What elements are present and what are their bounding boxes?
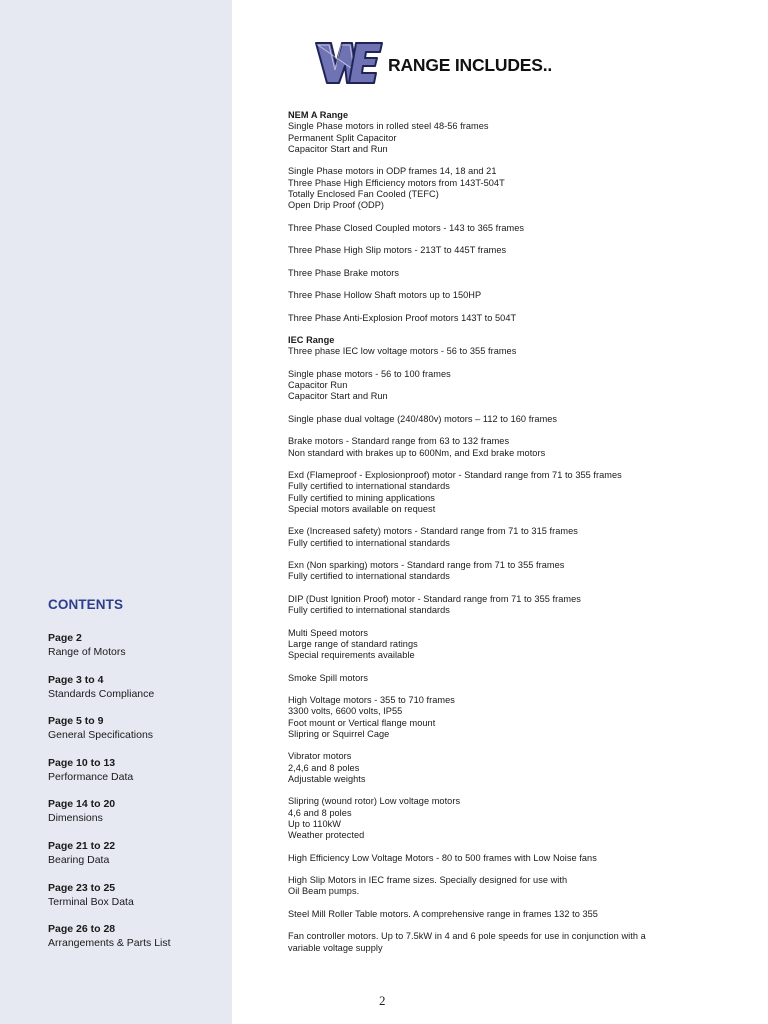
toc-entry [48, 797, 228, 839]
range-line: 2,4,6 and 8 poles [288, 762, 360, 773]
range-line: Steel Mill Roller Table motors. A comprehensive range in frames 132 to 355 [288, 908, 598, 919]
range-line: Fully certified to international standards [288, 571, 450, 582]
range-section [288, 414, 758, 425]
range-section [288, 560, 758, 583]
range-line: Slipring (wound rotor) Low voltage motors [288, 796, 461, 807]
range-section [288, 166, 758, 211]
range-section [288, 436, 758, 459]
range-line: Vibrator motors [288, 751, 352, 762]
logo-e-shape [349, 43, 382, 83]
range-line: Special motors available on request [288, 503, 436, 514]
toc-section-title: Terminal Box Data [48, 895, 134, 908]
page-number: 2 [379, 993, 386, 1008]
range-list [288, 110, 758, 965]
range-section [288, 223, 758, 234]
toc-page-range: Page 5 to 9 [48, 715, 104, 728]
toc-section-title: Dimensions [48, 812, 103, 825]
table-of-contents [48, 631, 228, 964]
contents-title: CONTENTS [48, 597, 124, 612]
range-section [288, 110, 758, 155]
page-heading: RANGE INCLUDES.. [388, 55, 553, 75]
range-line: Capacitor Run [288, 380, 348, 390]
range-line: High Slip Motors in IEC frame sizes. Specially designed for use with [288, 875, 568, 885]
range-section [288, 594, 758, 617]
range-line: Single phase dual voltage (240/480v) motors – 112 to 160 frames [288, 413, 558, 424]
range-section [288, 796, 758, 841]
toc-page-range: Page 2 [48, 632, 82, 644]
toc-page-range: Page 23 to 25 [48, 881, 116, 894]
range-line: 3300 volts, 6600 volts, IP55 [288, 706, 403, 717]
toc-entry [48, 839, 228, 881]
toc-section-title: Range of Motors [48, 646, 126, 658]
range-section [288, 335, 758, 358]
range-section [288, 875, 758, 898]
range-section [288, 695, 758, 740]
range-section [288, 526, 758, 549]
range-section [288, 369, 758, 403]
range-line: High Voltage motors - 355 to 710 frames [288, 695, 455, 705]
range-line: Multi Speed motors [288, 627, 369, 638]
range-line: Large range of standard ratings [288, 638, 418, 649]
range-line: Three Phase High Slip motors - 213T to 445T frames [288, 245, 507, 255]
toc-page-range: Page 10 to 13 [48, 756, 116, 769]
toc-section-title: Standards Compliance [48, 687, 155, 700]
range-line: Capacitor Start and Run [288, 143, 388, 154]
toc-entry [48, 631, 228, 673]
range-line: 4,6 and 8 poles [288, 807, 352, 818]
range-section [288, 909, 758, 920]
range-line: Foot mount or Vertical flange mount [288, 717, 436, 728]
toc-section-title: Arrangements & Parts List [48, 937, 171, 950]
range-line: Three Phase Brake motors [288, 267, 399, 278]
toc-section-title: General Specifications [48, 729, 154, 742]
range-line: Fan controller motors. Up to 7.5kW in 4 and 6 pole speeds for use in conjunction with a [288, 931, 646, 942]
range-section [288, 245, 758, 256]
range-line: Three Phase Closed Coupled motors - 143 to 365 frames [288, 222, 525, 233]
toc-entry [48, 881, 228, 923]
toc-page-range: Page 21 to 22 [48, 839, 116, 852]
range-line: Fully certified to international standards [288, 537, 450, 548]
range-line: Exd (Flameproof - Explosionproof) motor - Standard range from 71 to 355 frames [288, 470, 622, 480]
toc-section-title: Performance Data [48, 770, 134, 783]
range-line: Exe (Increased safety) motors - Standard range from 71 to 315 frames [288, 526, 578, 537]
range-section [288, 268, 758, 279]
range-line: Weather protected [288, 830, 365, 840]
toc-entry [48, 714, 228, 756]
toc-page-range: Page 26 to 28 [48, 923, 116, 936]
range-line: Three Phase High Efficiency motors from 143T-504T [288, 177, 505, 188]
range-line: Fully certified to international standards [288, 605, 450, 615]
toc-entry [48, 756, 228, 798]
toc-section-title: Bearing Data [48, 853, 110, 866]
range-line: Fully certified to mining applications [288, 492, 435, 503]
range-line: Totally Enclosed Fan Cooled (TEFC) [288, 188, 439, 199]
section-heading: NEM A Range [288, 110, 349, 120]
section-heading: IEC Range [288, 335, 335, 345]
range-line: variable voltage supply [288, 942, 383, 953]
range-line: Adjustable weights [288, 773, 366, 784]
range-line: Brake motors - Standard range from 63 to 132 frames [288, 436, 510, 447]
range-line: Oil Beam pumps. [288, 886, 360, 897]
range-line: Open Drip Proof (ODP) [288, 200, 385, 210]
range-line: Up to 110kW [288, 818, 341, 829]
range-section [288, 470, 758, 515]
range-section [288, 290, 758, 301]
range-line: High Efficiency Low Voltage Motors - 80 to 500 frames with Low Noise fans [288, 852, 597, 863]
range-line: Non standard with brakes up to 600Nm, and Exd brake motors [288, 447, 546, 458]
range-line: Exn (Non sparking) motors - Standard range from 71 to 355 frames [288, 560, 565, 570]
we-logo [314, 40, 384, 86]
range-section [288, 313, 758, 324]
range-line: Capacitor Start and Run [288, 391, 388, 402]
range-line: Smoke Spill motors [288, 672, 369, 683]
range-line: Single Phase motors in rolled steel 48-56 frames [288, 121, 489, 132]
toc-page-range: Page 14 to 20 [48, 798, 116, 811]
range-section [288, 853, 758, 864]
range-line: Three phase IEC low voltage motors - 56 to 355 frames [288, 346, 517, 357]
toc-entry [48, 673, 228, 715]
range-line: DIP (Dust Ignition Proof) motor - Standard range from 71 to 355 frames [288, 593, 581, 604]
range-section [288, 673, 758, 684]
toc-entry [48, 922, 228, 964]
sidebar [0, 0, 232, 1024]
range-line: Special requirements available [288, 650, 415, 660]
range-line: Single phase motors - 56 to 100 frames [288, 368, 451, 379]
toc-page-range: Page 3 to 4 [48, 673, 104, 686]
range-section [288, 931, 758, 954]
range-line: Fully certified to international standards [288, 481, 450, 492]
range-section [288, 751, 758, 785]
range-line: Three Phase Anti-Explosion Proof motors 143T to 504T [288, 312, 517, 323]
range-line: Permanent Split Capacitor [288, 132, 397, 143]
range-line: Three Phase Hollow Shaft motors up to 150HP [288, 290, 482, 300]
range-section [288, 628, 758, 662]
range-line: Single Phase motors in ODP frames 14, 18 and 21 [288, 166, 497, 177]
range-line: Slipring or Squirrel Cage [288, 728, 390, 739]
